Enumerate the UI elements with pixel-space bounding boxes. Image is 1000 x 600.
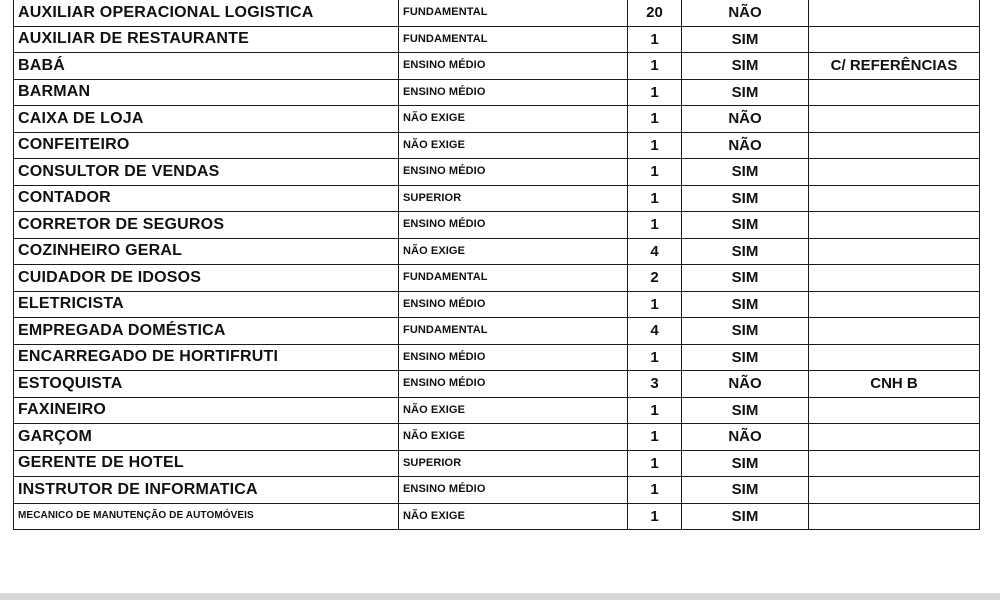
experience-cell: SIM <box>682 318 809 345</box>
education-cell: NÃO EXIGE <box>399 132 628 159</box>
notes-cell <box>809 397 980 424</box>
table-row <box>14 503 980 530</box>
vacancies-cell: 1 <box>628 424 682 451</box>
notes-cell <box>809 477 980 504</box>
education-cell: FUNDAMENTAL <box>399 318 628 345</box>
experience-cell: SIM <box>682 79 809 106</box>
experience-cell: NÃO <box>682 424 809 451</box>
job-title-cell: BARMAN <box>14 79 399 106</box>
education-cell: FUNDAMENTAL <box>399 26 628 53</box>
vacancies-cell: 1 <box>628 477 682 504</box>
job-title-cell: COZINHEIRO GERAL <box>14 238 399 265</box>
notes-cell <box>809 344 980 371</box>
experience-cell: SIM <box>682 159 809 186</box>
job-rows <box>14 0 980 530</box>
experience-cell: SIM <box>682 53 809 80</box>
vacancies-cell: 1 <box>628 132 682 159</box>
education-cell: ENSINO MÉDIO <box>399 477 628 504</box>
job-title-cell: CUIDADOR DE IDOSOS <box>14 265 399 292</box>
table-row <box>14 0 980 26</box>
education-cell: ENSINO MÉDIO <box>399 159 628 186</box>
vacancies-cell: 1 <box>628 450 682 477</box>
table-row <box>14 265 980 292</box>
notes-cell <box>809 0 980 26</box>
vacancies-cell: 1 <box>628 503 682 530</box>
experience-cell: NÃO <box>682 106 809 133</box>
education-cell: NÃO EXIGE <box>399 397 628 424</box>
experience-cell: NÃO <box>682 371 809 398</box>
job-title-cell: CONSULTOR DE VENDAS <box>14 159 399 186</box>
notes-cell <box>809 26 980 53</box>
vacancies-cell: 4 <box>628 238 682 265</box>
notes-cell <box>809 450 980 477</box>
bottom-scroll-edge <box>0 593 1000 600</box>
education-cell: FUNDAMENTAL <box>399 0 628 26</box>
job-title-cell: ESTOQUISTA <box>14 371 399 398</box>
notes-cell <box>809 424 980 451</box>
vacancies-cell: 1 <box>628 291 682 318</box>
table-row <box>14 212 980 239</box>
experience-cell: SIM <box>682 450 809 477</box>
education-cell: SUPERIOR <box>399 450 628 477</box>
job-title-cell: MECANICO DE MANUTENÇÃO DE AUTOMÓVEIS <box>14 503 399 530</box>
notes-cell <box>809 159 980 186</box>
notes-cell <box>809 265 980 292</box>
experience-cell: SIM <box>682 397 809 424</box>
notes-cell <box>809 185 980 212</box>
job-title-cell: FAXINEIRO <box>14 397 399 424</box>
vacancies-cell: 1 <box>628 212 682 239</box>
job-title-cell: CONFEITEIRO <box>14 132 399 159</box>
table-row <box>14 238 980 265</box>
education-cell: ENSINO MÉDIO <box>399 53 628 80</box>
education-cell: NÃO EXIGE <box>399 503 628 530</box>
table-row <box>14 318 980 345</box>
job-title-cell: AUXILIAR DE RESTAURANTE <box>14 26 399 53</box>
vacancies-cell: 3 <box>628 371 682 398</box>
vacancies-cell: 1 <box>628 53 682 80</box>
table-row <box>14 132 980 159</box>
notes-cell <box>809 132 980 159</box>
job-title-cell: CAIXA DE LOJA <box>14 106 399 133</box>
table-row <box>14 159 980 186</box>
notes-cell <box>809 291 980 318</box>
experience-cell: SIM <box>682 26 809 53</box>
job-vacancies-table <box>13 0 980 530</box>
notes-cell <box>809 238 980 265</box>
job-title-cell: BABÁ <box>14 53 399 80</box>
experience-cell: SIM <box>682 265 809 292</box>
vacancies-cell: 4 <box>628 318 682 345</box>
experience-cell: NÃO <box>682 0 809 26</box>
table-row <box>14 79 980 106</box>
education-cell: NÃO EXIGE <box>399 106 628 133</box>
education-cell: ENSINO MÉDIO <box>399 212 628 239</box>
experience-cell: SIM <box>682 212 809 239</box>
job-title-cell: INSTRUTOR DE INFORMATICA <box>14 477 399 504</box>
vacancies-cell: 20 <box>628 0 682 26</box>
education-cell: ENSINO MÉDIO <box>399 371 628 398</box>
job-title-cell: CORRETOR DE SEGUROS <box>14 212 399 239</box>
table-row <box>14 344 980 371</box>
experience-cell: SIM <box>682 238 809 265</box>
experience-cell: SIM <box>682 503 809 530</box>
notes-cell <box>809 212 980 239</box>
experience-cell: SIM <box>682 477 809 504</box>
education-cell: NÃO EXIGE <box>399 424 628 451</box>
job-title-cell: GARÇOM <box>14 424 399 451</box>
table-row <box>14 26 980 53</box>
education-cell: ENSINO MÉDIO <box>399 344 628 371</box>
table-row <box>14 185 980 212</box>
table-row <box>14 397 980 424</box>
vacancies-cell: 1 <box>628 344 682 371</box>
notes-cell <box>809 79 980 106</box>
job-title-cell: CONTADOR <box>14 185 399 212</box>
table-row <box>14 424 980 451</box>
table-row <box>14 450 980 477</box>
education-cell: FUNDAMENTAL <box>399 265 628 292</box>
notes-cell: C/ REFERÊNCIAS <box>809 53 980 80</box>
education-cell: ENSINO MÉDIO <box>399 79 628 106</box>
vacancies-cell: 1 <box>628 79 682 106</box>
education-cell: ENSINO MÉDIO <box>399 291 628 318</box>
vacancies-cell: 1 <box>628 397 682 424</box>
experience-cell: SIM <box>682 291 809 318</box>
job-title-cell: GERENTE DE HOTEL <box>14 450 399 477</box>
experience-cell: SIM <box>682 185 809 212</box>
job-title-cell: ENCARREGADO DE HORTIFRUTI <box>14 344 399 371</box>
experience-cell: NÃO <box>682 132 809 159</box>
vacancies-cell: 1 <box>628 106 682 133</box>
table-row <box>14 371 980 398</box>
table-row <box>14 106 980 133</box>
job-title-cell: ELETRICISTA <box>14 291 399 318</box>
notes-cell <box>809 503 980 530</box>
education-cell: SUPERIOR <box>399 185 628 212</box>
vacancies-cell: 1 <box>628 185 682 212</box>
table-row <box>14 477 980 504</box>
notes-cell: CNH B <box>809 371 980 398</box>
notes-cell <box>809 318 980 345</box>
experience-cell: SIM <box>682 344 809 371</box>
table-row <box>14 291 980 318</box>
vacancies-cell: 1 <box>628 159 682 186</box>
table-row <box>14 53 980 80</box>
vacancies-cell: 1 <box>628 26 682 53</box>
job-title-cell: AUXILIAR OPERACIONAL LOGISTICA <box>14 0 399 26</box>
job-title-cell: EMPREGADA DOMÉSTICA <box>14 318 399 345</box>
education-cell: NÃO EXIGE <box>399 238 628 265</box>
notes-cell <box>809 106 980 133</box>
vacancies-cell: 2 <box>628 265 682 292</box>
